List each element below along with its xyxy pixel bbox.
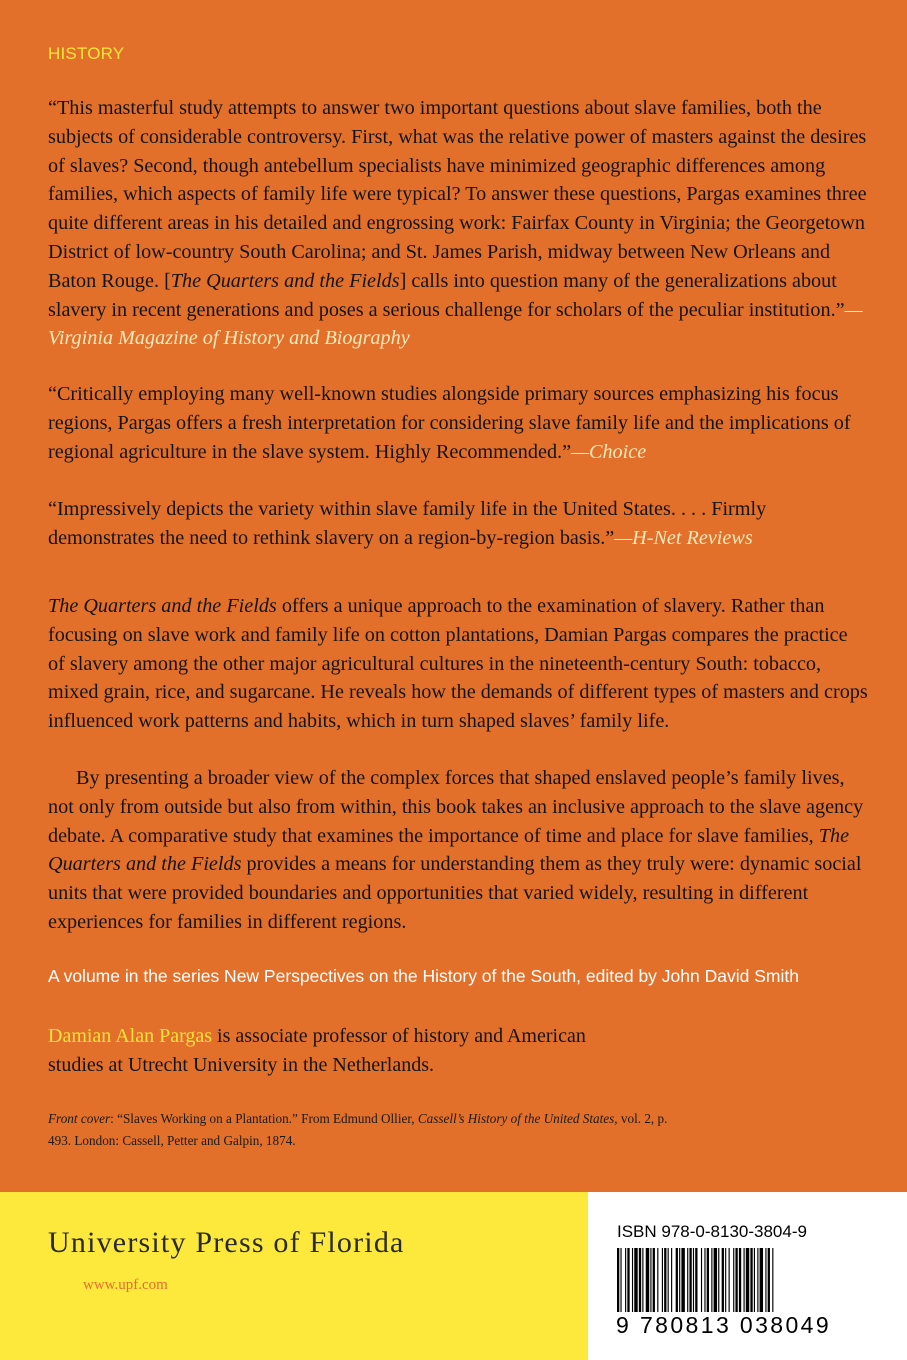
barcode-bar (653, 1248, 655, 1320)
barcode-bar (701, 1248, 702, 1320)
barcode-bar (689, 1248, 691, 1320)
barcode-digits: 9 780813 038049 (616, 1312, 832, 1338)
barcode-bar (711, 1248, 712, 1320)
barcode-bar (679, 1248, 680, 1320)
barcode-bar (739, 1248, 741, 1320)
review-2-text: “Critically employing many well-known studies alongside primary sources emphasizing his focus regions, Pargas offers a fresh interpretation for considering slave family life and the implications of regional agriculture in the slave system. Highly Recommended.” (48, 383, 851, 463)
barcode-bar (676, 1248, 678, 1320)
description-1-text: offers a unique approach to the examination of slavery. Rather than focusing on slave work and family life on cotton plantations, Damian Pargas compares the practice of slavery among the other major agricultural cultures in the nineteenth-century South: tobacco, mixed grain, rice, and sugarcane. He reveals how the demands of different types of masters and crops influenced work patterns and habits, which in turn shaped slaves’ family life. (48, 595, 868, 733)
review-quote-3 (48, 495, 868, 553)
barcode-bar (754, 1248, 755, 1320)
barcode-bar (768, 1248, 770, 1320)
barcode-bar (632, 1248, 633, 1320)
barcode-bar (695, 1248, 697, 1320)
barcode-bar (671, 1248, 672, 1320)
publisher-url: www.upf.com (83, 1277, 168, 1293)
barcode-bar (625, 1248, 626, 1320)
barcode-bar (639, 1248, 641, 1320)
description-1-book-title: The Quarters and the Fields (48, 595, 277, 617)
barcode-bar (634, 1248, 637, 1320)
barcode-bar (650, 1248, 651, 1320)
cover-credit-text-b: , vol. 2, p. 493. London: Cassell, Petter and Galpin, 1874. (48, 1111, 668, 1148)
review-3-source: —H-Net Reviews (614, 526, 753, 549)
barcode-bar (693, 1248, 694, 1320)
barcode-bar (657, 1248, 658, 1320)
isbn-label: ISBN 978-0-8130-3804-9 (617, 1222, 807, 1241)
barcode-bar (617, 1248, 619, 1320)
barcode-bar (746, 1248, 749, 1320)
series-note: A volume in the series New Perspectives on the History of the South, edited by John David Smith (48, 966, 799, 986)
barcode-bar (729, 1248, 730, 1320)
review-2-source: —Choice (571, 440, 647, 463)
barcode-bar (757, 1248, 758, 1320)
barcode-bar (664, 1248, 666, 1320)
barcode-bar (687, 1248, 688, 1320)
barcode-bar (772, 1248, 773, 1320)
review-1-source: —Virginia Magazine of History and Biography (48, 298, 863, 350)
barcode-bar (662, 1248, 663, 1320)
publisher-name: University Press of Florida (48, 1226, 405, 1259)
cover-credit-text-a: : “Slaves Working on a Plantation.” From Edmund Ollier, (110, 1111, 418, 1126)
review-quote-1 (48, 94, 868, 353)
barcode-bar (646, 1248, 649, 1320)
barcode-bar (642, 1248, 643, 1320)
barcode-bar (620, 1248, 621, 1320)
cover-credit (48, 1108, 668, 1152)
description-paragraph-1 (48, 592, 868, 736)
barcode-bar (704, 1248, 705, 1320)
review-1-book-title: The Quarters and the Fields (170, 269, 400, 292)
review-1-text-b: ] calls into question many of the generalizations about slavery in recent generations and poses a serious challenge for scholars of the peculiar institution.” (48, 269, 845, 321)
barcode-bar (707, 1248, 709, 1320)
barcode-bar (714, 1248, 717, 1320)
barcode-bar (744, 1248, 745, 1320)
author-bio-text: is associate professor of history and American studies at Utrecht University in the Netherlands. (48, 1025, 586, 1076)
barcode-bar (765, 1248, 766, 1320)
barcode-bar (668, 1248, 669, 1320)
cover-credit-book: Cassell’s History of the United States (417, 1111, 615, 1126)
review-1-text-a: “This masterful study attempts to answer two important questions about slave families, both the subjects of considerable controversy. First, what was the relative power of masters against the desires of slaves? Second, though antebellum specialists have minimized geographic differences among families, which aspects of family life were typical? To answer these questions, Pargas examines three quite different areas in his detailed and engrossing work: Fairfax County in Virginia; the Georgetown District of low-country South Carolina; and St. James Parish, midway between New Orleans and Baton Rouge. [ (48, 97, 867, 292)
barcode-bar (750, 1248, 752, 1320)
cover-credit-label: Front cover (48, 1111, 111, 1126)
description-2-book-title: The Quarters and the Fields (48, 824, 850, 876)
barcode-bar (733, 1248, 734, 1320)
description-2-text-a: By presenting a broader view of the complex forces that shaped enslaved people’s family lives, not only from outside but also from within, this book takes an inclusive approach to the slave agency debate. A comparative study that examines the importance of time and place for slave families, (48, 767, 864, 847)
barcode-bar (735, 1248, 737, 1320)
category-label: HISTORY (48, 44, 125, 63)
barcode-bar (718, 1248, 719, 1320)
description-2-text-b: provides a means for understanding them as they truly were: dynamic social units that were provided boundaries and opportunities that varied widely, resulting in different experiences for families in different regions. (48, 853, 862, 933)
barcode-bar (681, 1248, 684, 1320)
barcode-bar (722, 1248, 724, 1320)
barcode-icon (615, 1248, 841, 1320)
review-quote-2 (48, 380, 868, 466)
author-bio (48, 1022, 608, 1080)
review-3-text: “Impressively depicts the variety within slave family life in the United States. . . . Firmly demonstrates the need to rethink slavery on a region-by-region basis.” (48, 498, 767, 549)
barcode-bar (725, 1248, 726, 1320)
barcode-bar (760, 1248, 763, 1320)
author-name: Damian Alan Pargas (48, 1025, 213, 1047)
barcode-bar (627, 1248, 629, 1320)
description-paragraph-2 (48, 764, 868, 937)
